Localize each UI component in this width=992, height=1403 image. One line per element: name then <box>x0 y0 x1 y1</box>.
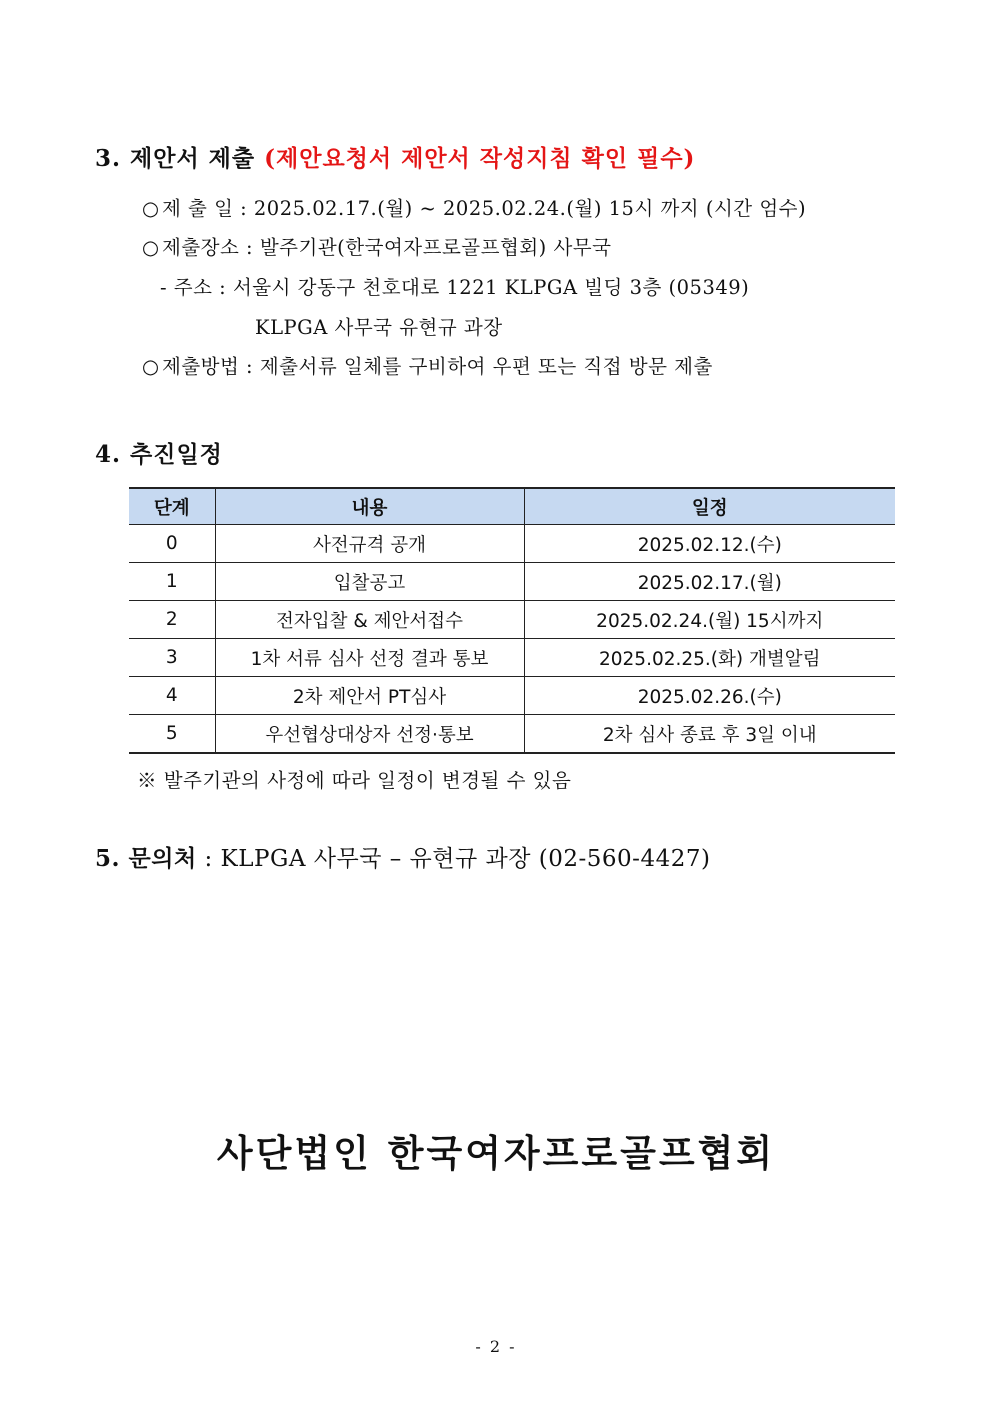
step-cell: 3 <box>129 639 215 677</box>
submission-date-label: 제 출 일 : <box>162 197 248 220</box>
submission-place-line <box>142 232 611 260</box>
schedule-cell: 2025.02.24.(월) 15시까지 <box>524 601 895 639</box>
content-cell: 우선협상대상자 선정·통보 <box>215 715 524 754</box>
table-row <box>129 715 895 754</box>
organization-name: 사단법인 한국여자프로골프협회 <box>216 1131 776 1175</box>
submission-method-label: 제출방법 : <box>162 355 254 378</box>
address-line-2: KLPGA 사무국 유현규 과장 <box>255 316 503 339</box>
address-line <box>160 272 749 300</box>
bullet-icon: ○ <box>142 236 160 259</box>
section-5-title: 5. 문의처 <box>95 845 197 872</box>
header-step: 단계 <box>129 488 215 525</box>
table-header-row <box>129 488 895 525</box>
schedule-footnote: ※ 발주기관의 사정에 따라 일정이 변경될 수 있음 <box>137 769 572 792</box>
table-row <box>129 563 895 601</box>
submission-date-line <box>142 193 806 221</box>
content-cell: 사전규격 공개 <box>215 525 524 563</box>
submission-method-line <box>142 351 713 379</box>
address-label: - 주소 : <box>160 276 227 299</box>
schedule-cell: 2025.02.12.(수) <box>524 525 895 563</box>
step-cell: 0 <box>129 525 215 563</box>
bullet-icon: ○ <box>142 355 160 378</box>
header-schedule: 일정 <box>524 488 895 525</box>
schedule-cell: 2025.02.17.(월) <box>524 563 895 601</box>
schedule-table <box>129 487 895 754</box>
table-row <box>129 525 895 563</box>
section-3-heading <box>95 140 695 173</box>
bullet-icon: ○ <box>142 197 160 220</box>
step-cell: 2 <box>129 601 215 639</box>
header-content: 내용 <box>215 488 524 525</box>
page-number: - 2 - <box>475 1337 517 1356</box>
content-cell: 2차 제안서 PT심사 <box>215 677 524 715</box>
section-3-note: (제안요청서 제안서 작성지침 확인 필수) <box>264 145 696 172</box>
table-row <box>129 677 895 715</box>
content-cell: 입찰공고 <box>215 563 524 601</box>
section-5-line <box>95 840 710 873</box>
submission-date-value: 2025.02.17.(월) ~ 2025.02.24.(월) 15시 까지 (시간 엄수) <box>253 197 807 220</box>
schedule-cell: 2025.02.26.(수) <box>524 677 895 715</box>
table-row <box>129 639 895 677</box>
submission-method-value: 제출서류 일체를 구비하여 우편 또는 직접 방문 제출 <box>259 355 713 378</box>
content-cell: 1차 서류 심사 선정 결과 통보 <box>215 639 524 677</box>
table-row <box>129 601 895 639</box>
address-value-1: 서울시 강동구 천호대로 1221 KLPGA 빌딩 3층 (05349) <box>232 276 750 299</box>
schedule-cell: 2차 심사 종료 후 3일 이내 <box>524 715 895 754</box>
submission-place-value: 발주기관(한국여자프로골프협회) 사무국 <box>259 236 612 259</box>
section-3-title: 3. 제안서 제출 <box>95 145 256 172</box>
step-cell: 1 <box>129 563 215 601</box>
schedule-cell: 2025.02.25.(화) 개별알림 <box>524 639 895 677</box>
step-cell: 4 <box>129 677 215 715</box>
step-cell: 5 <box>129 715 215 754</box>
submission-place-label: 제출장소 : <box>162 236 254 259</box>
section-4-title: 4. 추진일정 <box>95 441 223 468</box>
contact-value: : KLPGA 사무국 – 유현규 과장 (02-560-4427) <box>204 846 711 872</box>
content-cell: 전자입찰 & 제안서접수 <box>215 601 524 639</box>
